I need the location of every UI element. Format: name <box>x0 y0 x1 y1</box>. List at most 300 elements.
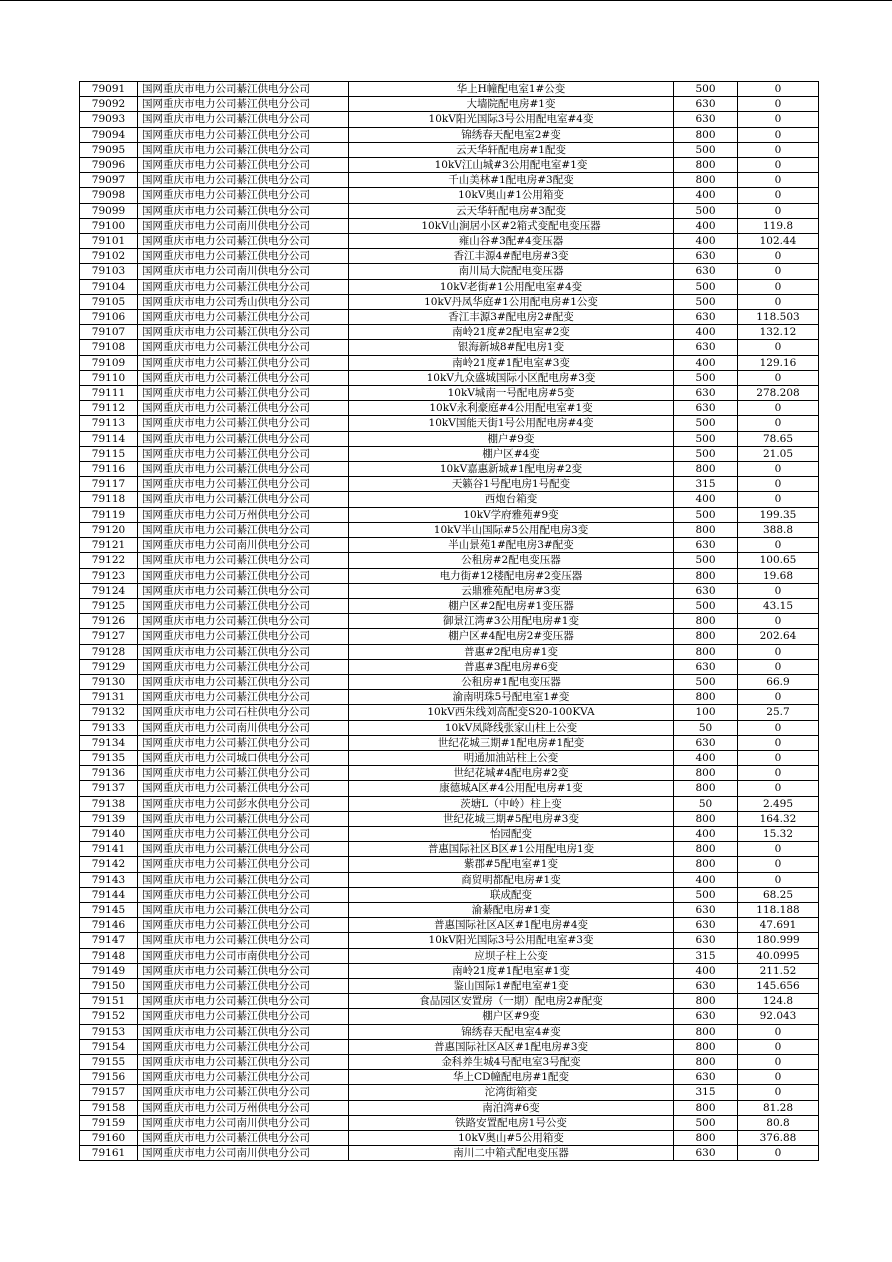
load-cell: 388.8 <box>738 522 819 537</box>
company-cell: 国网重庆市电力公司綦江供电分公司 <box>138 887 349 902</box>
transformer-name-cell: 普惠国际社区A区#1配电房#3变 <box>349 1039 674 1054</box>
row-id-cell: 79158 <box>80 1100 138 1115</box>
load-cell: 118.503 <box>738 310 819 325</box>
row-id-cell: 79154 <box>80 1039 138 1054</box>
row-id-cell: 79091 <box>80 82 138 97</box>
table-row <box>80 781 819 796</box>
transformer-name-cell: 10kV学府雅苑#9变 <box>349 507 674 522</box>
company-cell: 国网重庆市电力公司綦江供电分公司 <box>138 310 349 325</box>
row-id-cell: 79128 <box>80 644 138 659</box>
transformer-name-cell: 锦绣春天配电室2#变 <box>349 127 674 142</box>
transformer-name-cell: 10kV阳光国际3号公用配电室#4变 <box>349 112 674 127</box>
company-cell: 国网重庆市电力公司綦江供电分公司 <box>138 674 349 689</box>
company-cell: 国网重庆市电力公司綦江供电分公司 <box>138 781 349 796</box>
company-cell: 国网重庆市电力公司綦江供电分公司 <box>138 1070 349 1085</box>
transformer-name-cell: 云天华轩配电房#1配变 <box>349 142 674 157</box>
transformer-name-cell: 普惠国际社区B区#1公用配电房1变 <box>349 842 674 857</box>
load-cell: 0 <box>738 1039 819 1054</box>
transformer-name-cell: 10kV阳光国际3号公用配电室#3变 <box>349 933 674 948</box>
capacity-cell: 400 <box>674 188 738 203</box>
row-id-cell: 79133 <box>80 720 138 735</box>
transformer-name-cell: 半山景苑1#配电房3#配变 <box>349 538 674 553</box>
load-cell: 2.495 <box>738 796 819 811</box>
company-cell: 国网重庆市电力公司綦江供电分公司 <box>138 766 349 781</box>
row-id-cell: 79143 <box>80 872 138 887</box>
transformer-name-cell: 10kV九众盛城国际小区配电房#3变 <box>349 370 674 385</box>
load-cell: 0 <box>738 416 819 431</box>
transformer-name-cell: 10kV西朱线刘高配变S20-100KVA <box>349 705 674 720</box>
transformer-name-cell: 10kV丹凤华庭#1公用配电房#1公变 <box>349 294 674 309</box>
company-cell: 国网重庆市电力公司綦江供电分公司 <box>138 158 349 173</box>
table-row <box>80 842 819 857</box>
capacity-cell: 400 <box>674 963 738 978</box>
capacity-cell: 50 <box>674 796 738 811</box>
table-row <box>80 1039 819 1054</box>
row-id-cell: 79106 <box>80 310 138 325</box>
capacity-cell: 800 <box>674 158 738 173</box>
load-cell: 15.32 <box>738 826 819 841</box>
transformer-name-cell: 渝南明珠5号配电室1#变 <box>349 690 674 705</box>
load-cell: 0 <box>738 127 819 142</box>
table-row <box>80 826 819 841</box>
transformer-name-cell: 银海新城8#配电房1变 <box>349 340 674 355</box>
load-cell: 102.44 <box>738 234 819 249</box>
capacity-cell: 800 <box>674 811 738 826</box>
load-cell: 0 <box>738 750 819 765</box>
table-row <box>80 1100 819 1115</box>
row-id-cell: 79098 <box>80 188 138 203</box>
company-cell: 国网重庆市电力公司綦江供电分公司 <box>138 416 349 431</box>
table-row <box>80 1146 819 1161</box>
table-row <box>80 355 819 370</box>
capacity-cell: 800 <box>674 568 738 583</box>
load-cell: 0 <box>738 766 819 781</box>
capacity-cell: 500 <box>674 1115 738 1130</box>
company-cell: 国网重庆市电力公司綦江供电分公司 <box>138 1009 349 1024</box>
transformer-name-cell: 御景江湾#3公用配电房#1变 <box>349 614 674 629</box>
table-row <box>80 963 819 978</box>
company-cell: 国网重庆市电力公司綦江供电分公司 <box>138 690 349 705</box>
row-id-cell: 79123 <box>80 568 138 583</box>
capacity-cell: 630 <box>674 735 738 750</box>
transformer-name-cell: 10kV嘉惠新城#1配电房#2变 <box>349 462 674 477</box>
capacity-cell: 500 <box>674 279 738 294</box>
company-cell: 国网重庆市电力公司綦江供电分公司 <box>138 1055 349 1070</box>
transformer-name-cell: 铁路安置配电房1号公变 <box>349 1115 674 1130</box>
table-row <box>80 492 819 507</box>
transformer-name-cell: 普惠#3配电房#6变 <box>349 659 674 674</box>
transformer-name-cell: 棚户#9变 <box>349 431 674 446</box>
capacity-cell: 400 <box>674 218 738 233</box>
transformer-name-cell: 云鼎雅苑配电房#3变 <box>349 583 674 598</box>
transformer-name-cell: 渝綦配电房#1变 <box>349 902 674 917</box>
table-row <box>80 918 819 933</box>
row-id-cell: 79100 <box>80 218 138 233</box>
load-cell: 0 <box>738 492 819 507</box>
capacity-cell: 630 <box>674 310 738 325</box>
company-cell: 国网重庆市电力公司秀山供电分公司 <box>138 294 349 309</box>
transformer-name-cell: 世纪花城三期#5配电房#3变 <box>349 811 674 826</box>
company-cell: 国网重庆市电力公司綦江供电分公司 <box>138 522 349 537</box>
row-id-cell: 79107 <box>80 325 138 340</box>
load-cell: 40.0995 <box>738 948 819 963</box>
load-cell: 0 <box>738 735 819 750</box>
transformer-name-cell: 南岭21度#1配电室#1变 <box>349 963 674 978</box>
table-row <box>80 1070 819 1085</box>
capacity-cell: 800 <box>674 766 738 781</box>
company-cell: 国网重庆市电力公司南川供电分公司 <box>138 720 349 735</box>
capacity-cell: 630 <box>674 112 738 127</box>
capacity-cell: 630 <box>674 401 738 416</box>
company-cell: 国网重庆市电力公司綦江供电分公司 <box>138 842 349 857</box>
company-cell: 国网重庆市电力公司綦江供电分公司 <box>138 568 349 583</box>
company-cell: 国网重庆市电力公司綦江供电分公司 <box>138 629 349 644</box>
load-cell: 180.999 <box>738 933 819 948</box>
load-cell: 119.8 <box>738 218 819 233</box>
transformer-name-cell: 天籁谷1号配电房1号配变 <box>349 477 674 492</box>
capacity-cell: 800 <box>674 127 738 142</box>
transformer-name-cell: 普惠#2配电房#1变 <box>349 644 674 659</box>
capacity-cell: 400 <box>674 355 738 370</box>
table-row <box>80 279 819 294</box>
table-row <box>80 978 819 993</box>
table-row <box>80 720 819 735</box>
transformer-name-cell: 南泊湾#6变 <box>349 1100 674 1115</box>
row-id-cell: 79125 <box>80 598 138 613</box>
row-id-cell: 79115 <box>80 446 138 461</box>
capacity-cell: 50 <box>674 720 738 735</box>
load-cell: 0 <box>738 1085 819 1100</box>
company-cell: 国网重庆市电力公司綦江供电分公司 <box>138 446 349 461</box>
capacity-cell: 630 <box>674 933 738 948</box>
row-id-cell: 79103 <box>80 264 138 279</box>
transformer-name-cell: 世纪花城#4配电房#2变 <box>349 766 674 781</box>
row-id-cell: 79118 <box>80 492 138 507</box>
capacity-cell: 800 <box>674 690 738 705</box>
load-cell: 21.05 <box>738 446 819 461</box>
load-cell: 0 <box>738 279 819 294</box>
load-cell: 0 <box>738 142 819 157</box>
company-cell: 国网重庆市电力公司綦江供电分公司 <box>138 203 349 218</box>
row-id-cell: 79159 <box>80 1115 138 1130</box>
row-id-cell: 79097 <box>80 173 138 188</box>
transformer-name-cell: 康德城A区#4公用配电房#1变 <box>349 781 674 796</box>
row-id-cell: 79146 <box>80 918 138 933</box>
load-cell: 0 <box>738 872 819 887</box>
load-cell: 0 <box>738 188 819 203</box>
transformer-name-cell: 公租房#1配电变压器 <box>349 674 674 689</box>
transformer-name-cell: 怡园配变 <box>349 826 674 841</box>
capacity-cell: 400 <box>674 750 738 765</box>
capacity-cell: 800 <box>674 644 738 659</box>
table-row <box>80 1009 819 1024</box>
load-cell: 132.12 <box>738 325 819 340</box>
row-id-cell: 79113 <box>80 416 138 431</box>
table-row <box>80 994 819 1009</box>
transformer-name-cell: 棚户区#2配电房#1变压器 <box>349 598 674 613</box>
load-cell: 0 <box>738 340 819 355</box>
load-cell: 0 <box>738 781 819 796</box>
capacity-cell: 800 <box>674 1039 738 1054</box>
table-row <box>80 538 819 553</box>
row-id-cell: 79112 <box>80 401 138 416</box>
table-row <box>80 97 819 112</box>
capacity-cell: 315 <box>674 1085 738 1100</box>
load-cell: 47.691 <box>738 918 819 933</box>
table-row <box>80 553 819 568</box>
table-row <box>80 659 819 674</box>
row-id-cell: 79157 <box>80 1085 138 1100</box>
transformer-name-cell: 锦绣春天配电室4#变 <box>349 1024 674 1039</box>
capacity-cell: 630 <box>674 1146 738 1161</box>
company-cell: 国网重庆市电力公司綦江供电分公司 <box>138 811 349 826</box>
row-id-cell: 79137 <box>80 781 138 796</box>
company-cell: 国网重庆市电力公司万州供电分公司 <box>138 1100 349 1115</box>
load-cell: 0 <box>738 538 819 553</box>
load-cell: 0 <box>738 644 819 659</box>
capacity-cell: 400 <box>674 492 738 507</box>
load-cell: 211.52 <box>738 963 819 978</box>
capacity-cell: 630 <box>674 583 738 598</box>
capacity-cell: 500 <box>674 446 738 461</box>
table-row <box>80 431 819 446</box>
capacity-cell: 400 <box>674 234 738 249</box>
load-cell: 0 <box>738 1070 819 1085</box>
row-id-cell: 79117 <box>80 477 138 492</box>
row-id-cell: 79161 <box>80 1146 138 1161</box>
company-cell: 国网重庆市电力公司南川供电分公司 <box>138 538 349 553</box>
load-cell: 278.208 <box>738 386 819 401</box>
row-id-cell: 79148 <box>80 948 138 963</box>
table-row <box>80 872 819 887</box>
capacity-cell: 630 <box>674 340 738 355</box>
table-body <box>80 82 819 1161</box>
capacity-cell: 800 <box>674 462 738 477</box>
table-row <box>80 887 819 902</box>
company-cell: 国网重庆市电力公司綦江供电分公司 <box>138 963 349 978</box>
transformer-name-cell: 10kV半山国际#5公用配电房3变 <box>349 522 674 537</box>
load-cell: 124.8 <box>738 994 819 1009</box>
table-row <box>80 173 819 188</box>
capacity-cell: 400 <box>674 872 738 887</box>
capacity-cell: 630 <box>674 1009 738 1024</box>
table-row <box>80 796 819 811</box>
capacity-cell: 630 <box>674 659 738 674</box>
row-id-cell: 79139 <box>80 811 138 826</box>
load-cell: 0 <box>738 249 819 264</box>
table-row <box>80 583 819 598</box>
capacity-cell: 630 <box>674 902 738 917</box>
capacity-cell: 500 <box>674 142 738 157</box>
table-row <box>80 1024 819 1039</box>
company-cell: 国网重庆市电力公司綦江供电分公司 <box>138 173 349 188</box>
company-cell: 国网重庆市电力公司万州供电分公司 <box>138 507 349 522</box>
transformer-name-cell: 棚户区#4配电房2#变压器 <box>349 629 674 644</box>
capacity-cell: 500 <box>674 507 738 522</box>
row-id-cell: 79147 <box>80 933 138 948</box>
transformer-name-cell: 千山美林#1配电房#3配变 <box>349 173 674 188</box>
company-cell: 国网重庆市电力公司綦江供电分公司 <box>138 553 349 568</box>
transformer-name-cell: 沱湾街箱变 <box>349 1085 674 1100</box>
load-cell: 80.8 <box>738 1115 819 1130</box>
capacity-cell: 630 <box>674 97 738 112</box>
load-cell: 25.7 <box>738 705 819 720</box>
table-row <box>80 1115 819 1130</box>
load-cell: 100.65 <box>738 553 819 568</box>
capacity-cell: 500 <box>674 887 738 902</box>
company-cell: 国网重庆市电力公司綦江供电分公司 <box>138 188 349 203</box>
table-row <box>80 446 819 461</box>
table-row <box>80 249 819 264</box>
row-id-cell: 79153 <box>80 1024 138 1039</box>
capacity-cell: 630 <box>674 249 738 264</box>
transformer-name-cell: 10kV永利豪庭#4公用配电室#1变 <box>349 401 674 416</box>
transformer-name-cell: 10kV国能天街1号公用配电房#4变 <box>349 416 674 431</box>
load-cell: 0 <box>738 720 819 735</box>
row-id-cell: 79096 <box>80 158 138 173</box>
page-top-rule <box>0 0 892 1</box>
transformer-name-cell: 世纪花城三期#1配电房#1配变 <box>349 735 674 750</box>
table-row <box>80 614 819 629</box>
row-id-cell: 79132 <box>80 705 138 720</box>
load-cell: 0 <box>738 97 819 112</box>
table-row <box>80 82 819 97</box>
load-cell: 78.65 <box>738 431 819 446</box>
transformer-name-cell: 食品园区安置房（一期）配电房2#配变 <box>349 994 674 1009</box>
load-cell: 0 <box>738 112 819 127</box>
row-id-cell: 79145 <box>80 902 138 917</box>
company-cell: 国网重庆市电力公司綦江供电分公司 <box>138 355 349 370</box>
transformer-name-cell: 普惠国际社区A区#1配电房#4变 <box>349 918 674 933</box>
row-id-cell: 79109 <box>80 355 138 370</box>
row-id-cell: 79140 <box>80 826 138 841</box>
transformer-name-cell: 南川局大院配电变压器 <box>349 264 674 279</box>
load-cell: 68.25 <box>738 887 819 902</box>
row-id-cell: 79124 <box>80 583 138 598</box>
load-cell: 0 <box>738 462 819 477</box>
table-row <box>80 766 819 781</box>
row-id-cell: 79160 <box>80 1131 138 1146</box>
company-cell: 国网重庆市电力公司綦江供电分公司 <box>138 386 349 401</box>
load-cell: 199.35 <box>738 507 819 522</box>
company-cell: 国网重庆市电力公司綦江供电分公司 <box>138 370 349 385</box>
table-row <box>80 674 819 689</box>
capacity-cell: 800 <box>674 781 738 796</box>
load-cell: 0 <box>738 203 819 218</box>
load-cell: 43.15 <box>738 598 819 613</box>
company-cell: 国网重庆市电力公司綦江供电分公司 <box>138 234 349 249</box>
transformer-name-cell: 应坝子柱上公变 <box>349 948 674 963</box>
company-cell: 国网重庆市电力公司綦江供电分公司 <box>138 462 349 477</box>
row-id-cell: 79093 <box>80 112 138 127</box>
table-row <box>80 1131 819 1146</box>
capacity-cell: 500 <box>674 370 738 385</box>
company-cell: 国网重庆市电力公司南川供电分公司 <box>138 1115 349 1130</box>
capacity-cell: 100 <box>674 705 738 720</box>
transformer-name-cell: 云天华轩配电房#3配变 <box>349 203 674 218</box>
capacity-cell: 630 <box>674 918 738 933</box>
company-cell: 国网重庆市电力公司綦江供电分公司 <box>138 857 349 872</box>
company-cell: 国网重庆市电力公司綦江供电分公司 <box>138 249 349 264</box>
company-cell: 国网重庆市电力公司綦江供电分公司 <box>138 583 349 598</box>
company-cell: 国网重庆市电力公司綦江供电分公司 <box>138 918 349 933</box>
row-id-cell: 79111 <box>80 386 138 401</box>
capacity-cell: 800 <box>674 629 738 644</box>
company-cell: 国网重庆市电力公司綦江供电分公司 <box>138 1024 349 1039</box>
company-cell: 国网重庆市电力公司綦江供电分公司 <box>138 826 349 841</box>
table-row <box>80 112 819 127</box>
table-row <box>80 234 819 249</box>
capacity-cell: 500 <box>674 82 738 97</box>
company-cell: 国网重庆市电力公司綦江供电分公司 <box>138 401 349 416</box>
load-cell: 0 <box>738 477 819 492</box>
transformer-table <box>79 81 819 1161</box>
company-cell: 国网重庆市电力公司南川供电分公司 <box>138 218 349 233</box>
row-id-cell: 79126 <box>80 614 138 629</box>
company-cell: 国网重庆市电力公司石柱供电分公司 <box>138 705 349 720</box>
capacity-cell: 630 <box>674 538 738 553</box>
table-row <box>80 735 819 750</box>
load-cell: 0 <box>738 401 819 416</box>
transformer-name-cell: 雍山谷#3配#4变压器 <box>349 234 674 249</box>
table-row <box>80 933 819 948</box>
capacity-cell: 630 <box>674 978 738 993</box>
load-cell: 19.68 <box>738 568 819 583</box>
table-row <box>80 568 819 583</box>
company-cell: 国网重庆市电力公司綦江供电分公司 <box>138 644 349 659</box>
table-row <box>80 705 819 720</box>
row-id-cell: 79092 <box>80 97 138 112</box>
row-id-cell: 79152 <box>80 1009 138 1024</box>
transformer-name-cell: 南岭21度#1配电室#3变 <box>349 355 674 370</box>
company-cell: 国网重庆市电力公司綦江供电分公司 <box>138 477 349 492</box>
row-id-cell: 79110 <box>80 370 138 385</box>
table-row <box>80 629 819 644</box>
capacity-cell: 630 <box>674 264 738 279</box>
load-cell: 92.043 <box>738 1009 819 1024</box>
table-row <box>80 750 819 765</box>
table-row <box>80 948 819 963</box>
table-row <box>80 477 819 492</box>
row-id-cell: 79149 <box>80 963 138 978</box>
capacity-cell: 800 <box>674 173 738 188</box>
capacity-cell: 500 <box>674 294 738 309</box>
company-cell: 国网重庆市电力公司綦江供电分公司 <box>138 1131 349 1146</box>
transformer-name-cell: 10kV江山城#3公用配电室#1变 <box>349 158 674 173</box>
row-id-cell: 79142 <box>80 857 138 872</box>
table-row <box>80 598 819 613</box>
company-cell: 国网重庆市电力公司綦江供电分公司 <box>138 279 349 294</box>
load-cell: 0 <box>738 857 819 872</box>
load-cell: 0 <box>738 294 819 309</box>
transformer-name-cell: 南川二中箱式配电变压器 <box>349 1146 674 1161</box>
transformer-name-cell: 联成配变 <box>349 887 674 902</box>
transformer-name-cell: 10kV奥山#1公用箱变 <box>349 188 674 203</box>
transformer-name-cell: 棚户区#9变 <box>349 1009 674 1024</box>
load-cell: 118.188 <box>738 902 819 917</box>
row-id-cell: 79121 <box>80 538 138 553</box>
table-row <box>80 401 819 416</box>
load-cell: 0 <box>738 264 819 279</box>
row-id-cell: 79127 <box>80 629 138 644</box>
row-id-cell: 79104 <box>80 279 138 294</box>
capacity-cell: 315 <box>674 948 738 963</box>
company-cell: 国网重庆市电力公司綦江供电分公司 <box>138 735 349 750</box>
row-id-cell: 79102 <box>80 249 138 264</box>
load-cell: 0 <box>738 614 819 629</box>
table-row <box>80 644 819 659</box>
capacity-cell: 500 <box>674 203 738 218</box>
